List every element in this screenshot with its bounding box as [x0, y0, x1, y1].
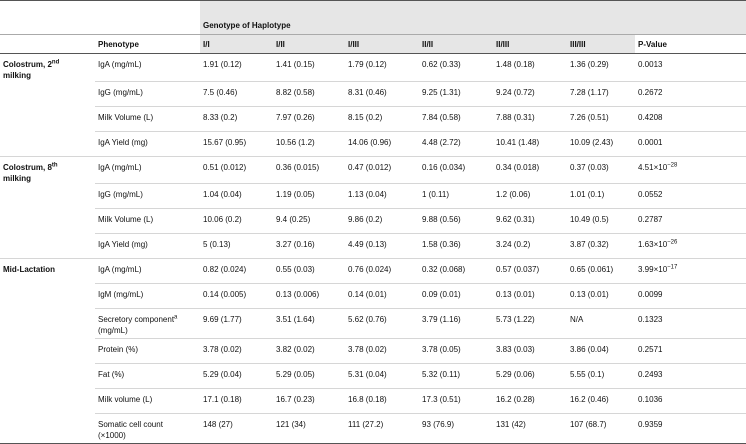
value-cell: 131 (42): [493, 414, 567, 444]
value-cell: 9.25 (1.31): [419, 81, 493, 106]
value-cell: 16.8 (0.18): [345, 389, 419, 414]
phenotype-column-header: Phenotype: [95, 35, 200, 54]
value-cell: 3.78 (0.02): [345, 339, 419, 364]
value-cell: 7.88 (0.31): [493, 106, 567, 131]
value-cell: 9.62 (0.31): [493, 209, 567, 234]
phenotype-label: IgM (mg/mL): [98, 290, 144, 299]
pvalue-cell: [635, 284, 746, 309]
phenotype-cell: [95, 184, 200, 209]
genotype-column-header: III/III: [567, 35, 635, 54]
value-cell: 5.31 (0.04): [345, 364, 419, 389]
value-cell: 10.56 (1.2): [273, 131, 345, 156]
value-cell: 1.01 (0.1): [567, 184, 635, 209]
section-name-line2: milking: [3, 71, 32, 80]
value-cell: 9.86 (0.2): [345, 209, 419, 234]
value-cell: 1.41 (0.15): [273, 54, 345, 82]
pvalue-cell: [635, 389, 746, 414]
value-cell: 7.5 (0.46): [200, 81, 273, 106]
value-cell: 1 (0.11): [419, 184, 493, 209]
value-cell: 15.67 (0.95): [200, 131, 273, 156]
table-row: [0, 81, 746, 106]
table-row: [0, 414, 746, 444]
table-row: [0, 259, 746, 284]
pvalue: 0.1323: [638, 315, 663, 324]
value-cell: 10.06 (0.2): [200, 209, 273, 234]
table-row: [0, 284, 746, 309]
section-name-superscript: nd: [51, 59, 60, 66]
value-cell: 0.82 (0.024): [200, 259, 273, 284]
phenotype-cell: [95, 309, 200, 339]
phenotype-label: IgA Yield (mg): [98, 137, 148, 147]
pvalue: 0.2672: [638, 87, 663, 97]
value-cell: 121 (34): [273, 414, 345, 444]
pvalue-cell: [635, 131, 746, 156]
value-cell: 111 (27.2): [345, 414, 419, 444]
value-cell: 5.32 (0.11): [419, 364, 493, 389]
pvalue-cell: [635, 339, 746, 364]
value-cell: 16.7 (0.23): [273, 389, 345, 414]
phenotype-cell: [95, 106, 200, 131]
value-cell: 0.62 (0.33): [419, 54, 493, 82]
value-cell: 0.13 (0.01): [567, 284, 635, 309]
phenotype-cell: [95, 81, 200, 106]
pvalue: 0.1036: [638, 395, 663, 404]
value-cell: 3.83 (0.03): [493, 339, 567, 364]
value-cell: 148 (27): [200, 414, 273, 444]
pvalue: 0.2787: [638, 215, 663, 224]
value-cell: 7.84 (0.58): [419, 106, 493, 131]
footnote-marker: a: [174, 314, 178, 321]
phenotype-cell: [95, 259, 200, 284]
section-label: [0, 234, 95, 259]
value-cell: 0.57 (0.037): [493, 259, 567, 284]
section-label: [0, 106, 95, 131]
section-label: [0, 339, 95, 364]
genotype-column-header: I/I: [200, 35, 273, 54]
section-label: [0, 259, 95, 284]
phenotype-label: Secretory component: [98, 315, 175, 324]
pvalue-cell: [635, 106, 746, 131]
value-cell: 1.13 (0.04): [345, 184, 419, 209]
phenotype-label: IgG (mg/mL): [98, 190, 143, 199]
value-cell: 9.4 (0.25): [273, 209, 345, 234]
value-cell: 9.88 (0.56): [419, 209, 493, 234]
value-cell: 0.14 (0.01): [345, 284, 419, 309]
table-row: [0, 184, 746, 209]
value-cell: 4.49 (0.13): [345, 234, 419, 259]
phenotype-label: Milk volume (L): [98, 395, 153, 404]
section-label: [0, 54, 95, 82]
pvalue-exponent: −17: [667, 264, 678, 271]
pvalue-cell: [635, 414, 746, 444]
pvalue-cell: [635, 81, 746, 106]
genotype-header: Genotype of Haplotype: [200, 1, 746, 35]
pvalue-cell: [635, 234, 746, 259]
phenotype-label-line2: (×1000): [98, 431, 126, 440]
table-row: [0, 234, 746, 259]
pvalue: 0.0099: [638, 290, 663, 299]
pvalue: 0.0013: [638, 60, 663, 69]
value-cell: 0.13 (0.006): [273, 284, 345, 309]
value-cell: 4.48 (2.72): [419, 131, 493, 156]
value-cell: 7.97 (0.26): [273, 106, 345, 131]
section-label: [0, 131, 95, 156]
section-label: [0, 184, 95, 209]
value-cell: 14.06 (0.96): [345, 131, 419, 156]
value-cell: 0.32 (0.068): [419, 259, 493, 284]
phenotype-cell: [95, 389, 200, 414]
value-cell: 0.16 (0.034): [419, 156, 493, 184]
value-cell: 0.76 (0.024): [345, 259, 419, 284]
value-cell: 0.09 (0.01): [419, 284, 493, 309]
column-header-row: [0, 35, 746, 54]
value-cell: 0.36 (0.015): [273, 156, 345, 184]
value-cell: 5.73 (1.22): [493, 309, 567, 339]
value-cell: 17.3 (0.51): [419, 389, 493, 414]
value-cell: 0.13 (0.01): [493, 284, 567, 309]
phenotype-cell: [95, 284, 200, 309]
phenotype-label: IgA (mg/mL): [98, 60, 142, 69]
phenotype-label: Fat (%): [98, 370, 125, 379]
value-cell: 0.65 (0.061): [567, 259, 635, 284]
value-cell: 16.2 (0.28): [493, 389, 567, 414]
value-cell: 5.29 (0.04): [200, 364, 273, 389]
phenotype-label: Milk Volume (L): [98, 112, 154, 122]
genotype-column-header: I/III: [345, 35, 419, 54]
value-cell: 16.2 (0.46): [567, 389, 635, 414]
section-label: [0, 284, 95, 309]
value-cell: 10.09 (2.43): [567, 131, 635, 156]
value-cell: 3.24 (0.2): [493, 234, 567, 259]
section-name: Colostrum, 2: [3, 60, 52, 69]
genotype-column-header: II/II: [419, 35, 493, 54]
table-row: [0, 106, 746, 131]
value-cell: 8.31 (0.46): [345, 81, 419, 106]
value-cell: 0.51 (0.012): [200, 156, 273, 184]
value-cell: 3.27 (0.16): [273, 234, 345, 259]
phenotype-label: IgA Yield (mg): [98, 240, 148, 249]
value-cell: 0.14 (0.005): [200, 284, 273, 309]
value-cell: 8.82 (0.58): [273, 81, 345, 106]
value-cell: 9.69 (1.77): [200, 309, 273, 339]
value-cell: 10.41 (1.48): [493, 131, 567, 156]
value-cell: 1.58 (0.36): [419, 234, 493, 259]
pvalue-cell: [635, 364, 746, 389]
value-cell: 5 (0.13): [200, 234, 273, 259]
phenotype-label: Protein (%): [98, 345, 139, 354]
pvalue: 3.99×10: [638, 265, 668, 274]
table-row: [0, 156, 746, 184]
value-cell: 3.78 (0.05): [419, 339, 493, 364]
table-row: [0, 339, 746, 364]
phenotype-label: IgA (mg/mL): [98, 265, 142, 274]
phenotype-label-line2: (mg/mL): [98, 326, 128, 335]
phenotype-cell: [95, 131, 200, 156]
section-label: [0, 309, 95, 339]
pvalue: 1.63×10: [638, 240, 668, 249]
pvalue-cell: [635, 156, 746, 184]
section-label: [0, 81, 95, 106]
section-name-line2: milking: [3, 173, 32, 183]
pvalue-cell: [635, 54, 746, 82]
phenotype-cell: [95, 209, 200, 234]
section-name: Colostrum, 8: [3, 162, 52, 172]
value-cell: 8.33 (0.2): [200, 106, 273, 131]
value-cell: 5.29 (0.06): [493, 364, 567, 389]
phenotype-label: Milk Volume (L): [98, 215, 154, 224]
phenotype-cell: [95, 234, 200, 259]
value-cell: 0.34 (0.018): [493, 156, 567, 184]
pvalue-column-header: P-Value: [635, 35, 746, 54]
section-name-superscript: th: [51, 161, 58, 168]
value-cell: 1.36 (0.29): [567, 54, 635, 82]
value-cell: 1.2 (0.06): [493, 184, 567, 209]
value-cell: 107 (68.7): [567, 414, 635, 444]
section-label: [0, 156, 95, 184]
value-cell: 1.48 (0.18): [493, 54, 567, 82]
phenotype-cell: [95, 414, 200, 444]
pvalue-exponent: −28: [667, 161, 678, 168]
section-label: [0, 414, 95, 444]
value-cell: 3.79 (1.16): [419, 309, 493, 339]
table-row: [0, 364, 746, 389]
genotype-column-header: II/III: [493, 35, 567, 54]
pvalue: 0.2493: [638, 370, 663, 379]
value-cell: 3.87 (0.32): [567, 234, 635, 259]
table-row: [0, 389, 746, 414]
pvalue: 0.4208: [638, 112, 663, 122]
table-row: [0, 131, 746, 156]
phenotype-label: IgA (mg/mL): [98, 162, 142, 172]
section-label: [0, 364, 95, 389]
value-cell: 10.49 (0.5): [567, 209, 635, 234]
value-cell: 5.55 (0.1): [567, 364, 635, 389]
pvalue-cell: [635, 309, 746, 339]
genotype-header-row: [0, 1, 746, 35]
phenotype-cell: [95, 364, 200, 389]
pvalue-cell: [635, 209, 746, 234]
phenotype-label: Somatic cell count: [98, 420, 163, 429]
pvalue: 0.0001: [638, 137, 663, 147]
pvalue-cell: [635, 184, 746, 209]
value-cell: 0.47 (0.012): [345, 156, 419, 184]
value-cell: N/A: [567, 309, 635, 339]
table-row: [0, 54, 746, 82]
pvalue-cell: [635, 259, 746, 284]
table-row: [0, 309, 746, 339]
phenotype-cell: [95, 339, 200, 364]
value-cell: 1.79 (0.12): [345, 54, 419, 82]
value-cell: 1.91 (0.12): [200, 54, 273, 82]
pvalue: 0.0552: [638, 190, 663, 199]
phenotype-label: IgG (mg/mL): [98, 87, 143, 97]
pvalue: 0.2571: [638, 345, 663, 354]
section-name: Mid-Lactation: [3, 265, 55, 274]
value-cell: 5.29 (0.05): [273, 364, 345, 389]
value-cell: 1.04 (0.04): [200, 184, 273, 209]
phenotype-cell: [95, 156, 200, 184]
value-cell: 9.24 (0.72): [493, 81, 567, 106]
pvalue: 4.51×10: [638, 162, 668, 172]
value-cell: 3.51 (1.64): [273, 309, 345, 339]
section-label: [0, 389, 95, 414]
value-cell: 3.78 (0.02): [200, 339, 273, 364]
value-cell: 3.86 (0.04): [567, 339, 635, 364]
value-cell: 93 (76.9): [419, 414, 493, 444]
value-cell: 3.82 (0.02): [273, 339, 345, 364]
pvalue-exponent: −26: [667, 239, 678, 246]
genotype-column-header: I/II: [273, 35, 345, 54]
phenotype-cell: [95, 54, 200, 82]
value-cell: 7.26 (0.51): [567, 106, 635, 131]
value-cell: 17.1 (0.18): [200, 389, 273, 414]
section-label: [0, 209, 95, 234]
value-cell: 7.28 (1.17): [567, 81, 635, 106]
value-cell: 0.55 (0.03): [273, 259, 345, 284]
value-cell: 8.15 (0.2): [345, 106, 419, 131]
pvalue: 0.9359: [638, 420, 663, 429]
value-cell: 0.37 (0.03): [567, 156, 635, 184]
value-cell: 5.62 (0.76): [345, 309, 419, 339]
value-cell: 1.19 (0.05): [273, 184, 345, 209]
table-row: [0, 209, 746, 234]
